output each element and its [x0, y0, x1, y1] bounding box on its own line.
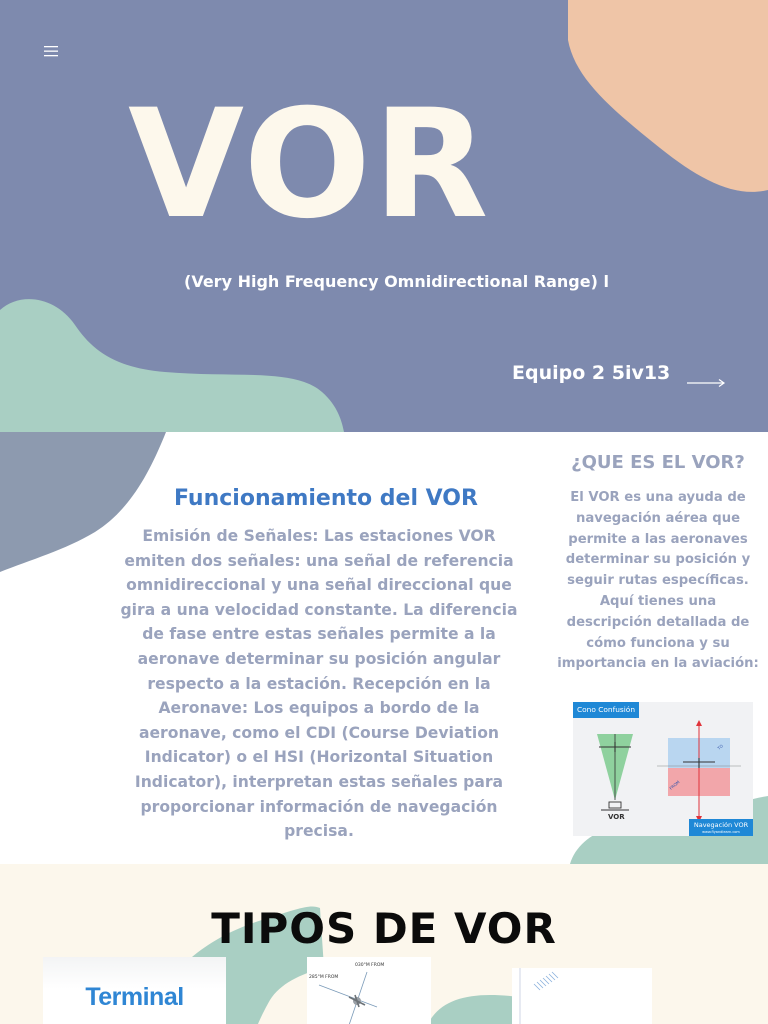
terminal-label: Terminal [85, 983, 184, 1011]
terminal-vor-card[interactable] [43, 957, 226, 1024]
hatched-diagram-card[interactable] [512, 968, 652, 1024]
que-es-body: El VOR es una ayuda de navegación aérea que permite a las aeronaves determinar su posición y seguir rutas específicas. Aquí tienes una descripción detallada de cómo funciona y su importancia en la aviación: [557, 490, 759, 672]
navegacion-label [689, 819, 753, 836]
tipos-title: TIPOS DE VOR [211, 904, 557, 953]
tipos-section [0, 864, 768, 1024]
vor-navigation-diagram [573, 702, 753, 836]
navegacion-sublabel: www.flyandlearn.com [702, 830, 740, 834]
arrow-right-icon[interactable] [686, 376, 726, 390]
navegacion-label-text: Navegación VOR [693, 821, 749, 829]
team-label: Equipo 2 5iv13 [512, 362, 671, 384]
hero-subtitle: (Very High Frequency Omnidirectional Range) l [184, 272, 609, 291]
airplane-icon [349, 995, 365, 1007]
hatched-graphic [512, 968, 652, 1024]
cone-label: Cono Confusión [573, 702, 639, 718]
funcionamiento-title: Funcionamiento del VOR [174, 486, 478, 511]
vor-diagram-graphic [573, 702, 753, 836]
page-title: VOR [128, 78, 491, 252]
vor-station-icon [609, 802, 621, 808]
hero-section [0, 0, 768, 432]
to-label: TO [716, 743, 724, 751]
hamburger-menu-icon[interactable] [40, 40, 62, 62]
radial-from-label-top: 030°M FROM [355, 963, 385, 968]
radial-from-label-left: 285°M FROM [309, 975, 339, 980]
funcionamiento-section [0, 432, 768, 864]
vor-station-label: VOR [608, 813, 625, 821]
que-es-title: ¿QUE ES EL VOR? [571, 452, 745, 473]
from-label: FROM [668, 779, 681, 791]
funcionamiento-body: Emisión de Señales: Las estaciones VOR emiten dos señales: una señal de referencia omnidireccional y una señal direccional que gira a una velocidad constante. La diferencia de fase entre estas señales permite a la aeronave determinar su posición angular respecto a la estación. Recepción en la Aeronave: Los equipos a bordo de la aeronave, como el CDI (Course Deviation Indicator) o el HSI (Horizontal Situation Indicator), interpretan estas señales para proporcionar información de navegación precisa. [120, 527, 518, 841]
radial-diagram-card[interactable] [307, 957, 431, 1024]
